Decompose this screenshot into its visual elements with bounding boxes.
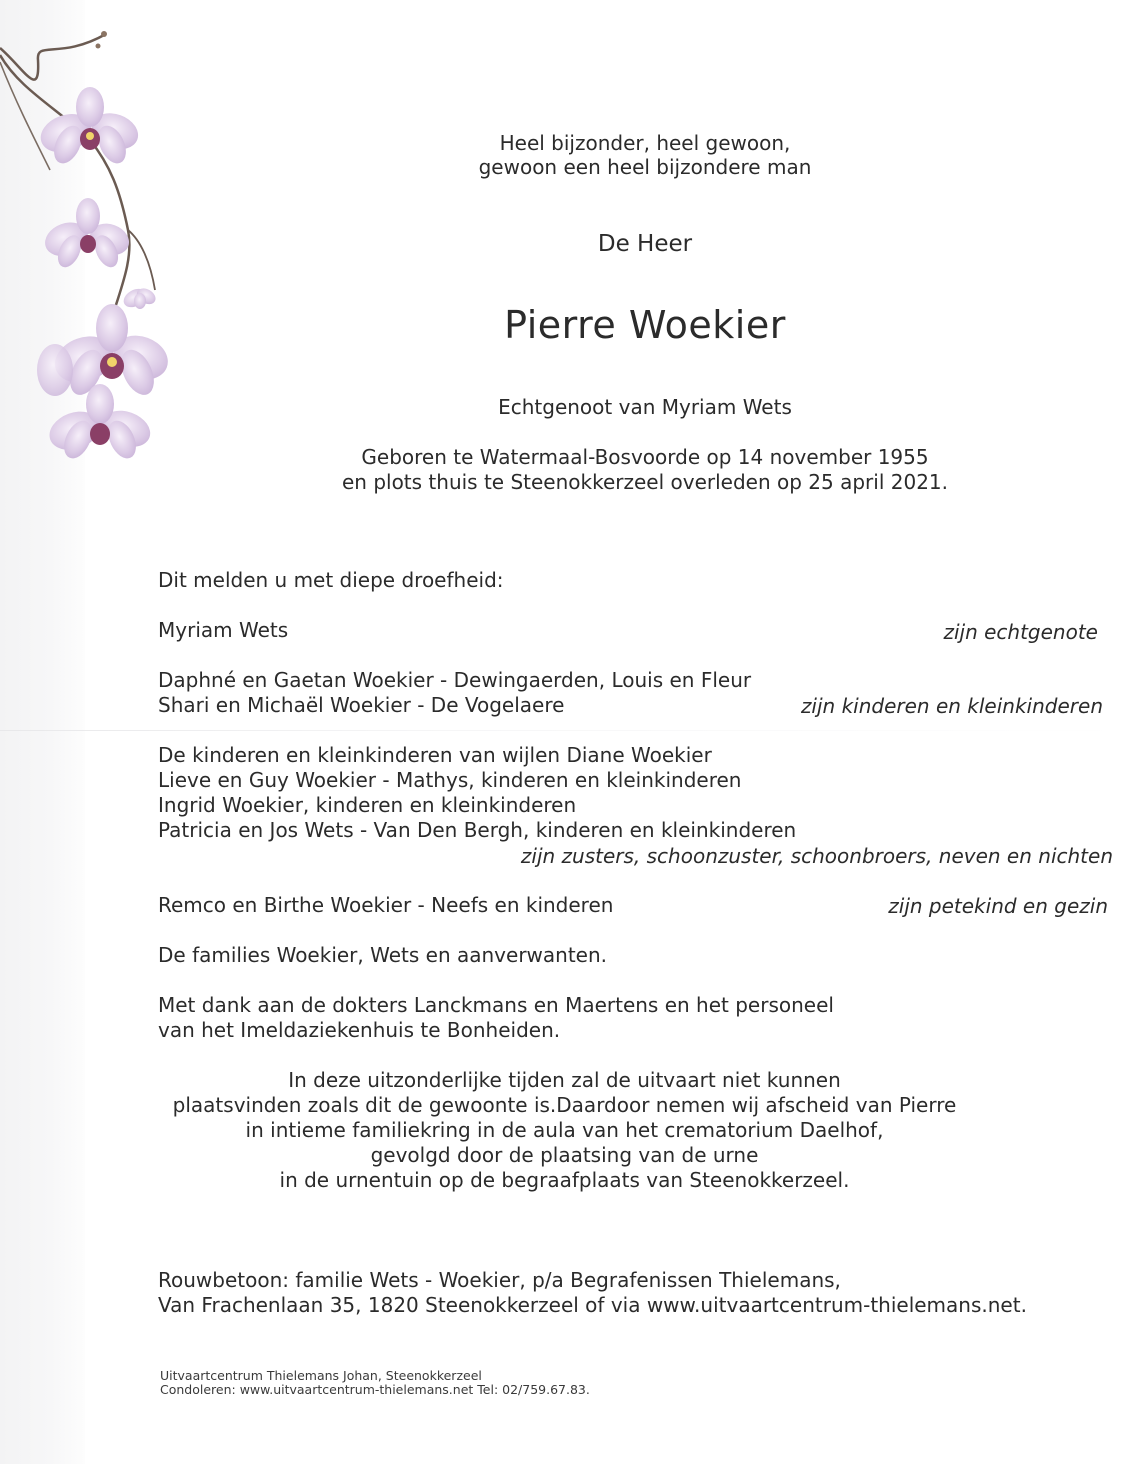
- godchild-role: zijn petekind en gezin: [888, 894, 1108, 918]
- condolence-line-2: Van Frachenlaan 35, 1820 Steenokkerzeel of via www.uitvaartcentrum-thielemans.net.: [158, 1293, 1027, 1317]
- footer-line-2: Condoleren: www.uitvaartcentrum-thielemans.net Tel: 02/759.67.83.: [160, 1382, 590, 1397]
- siblings-line-4: Patricia en Jos Wets - Van Den Bergh, kinderen en kleinkinderen: [158, 818, 797, 842]
- families-line: De families Woekier, Wets en aanverwanten.: [158, 943, 608, 967]
- fold-line: [0, 730, 1129, 731]
- ceremony-line-3: in intieme familiekring in de aula van het crematorium Daelhof,: [245, 1118, 884, 1142]
- ceremony-line-4: gevolgd door de plaatsing van de urne: [370, 1143, 759, 1167]
- ceremony-line-5: in de urnentuin op de begraafplaats van Steenokkerzeel.: [279, 1168, 850, 1192]
- children-line-2: Shari en Michaël Woekier - De Vogelaere: [158, 693, 565, 717]
- children-role: zijn kinderen en kleinkinderen: [800, 694, 1103, 718]
- honorific: De Heer: [597, 231, 693, 257]
- motto-line-1: Heel bijzonder, heel gewoon,: [499, 131, 791, 155]
- godchild-line: Remco en Birthe Woekier - Neefs en kinderen: [158, 893, 614, 917]
- siblings-line-2: Lieve en Guy Woekier - Mathys, kinderen en kleinkinderen: [158, 768, 742, 792]
- siblings-line-3: Ingrid Woekier, kinderen en kleinkinderen: [158, 793, 577, 817]
- deceased-name: Pierre Woekier: [504, 303, 786, 347]
- wife-name: Myriam Wets: [158, 618, 289, 642]
- thanks-line-2: van het Imeldaziekenhuis te Bonheiden.: [158, 1018, 561, 1042]
- spouse-line: Echtgenoot van Myriam Wets: [498, 395, 792, 419]
- siblings-role: zijn zusters, schoonzuster, schoonbroers, neven en nichten: [520, 844, 1113, 868]
- motto-line-2: gewoon een heel bijzondere man: [478, 155, 812, 179]
- birth-line: Geboren te Watermaal-Bosvoorde op 14 november 1955: [361, 445, 929, 469]
- siblings-line-1: De kinderen en kleinkinderen van wijlen Diane Woekier: [158, 743, 712, 767]
- ceremony-line-2: plaatsvinden zoals dit de gewoonte is.Daardoor nemen wij afscheid van Pierre: [172, 1093, 957, 1117]
- thanks-line-1: Met dank aan de dokters Lanckmans en Maertens en het personeel: [158, 993, 834, 1017]
- children-line-1: Daphné en Gaetan Woekier - Dewingaerden, Louis en Fleur: [158, 668, 752, 692]
- ceremony-line-1: In deze uitzonderlijke tijden zal de uitvaart niet kunnen: [288, 1068, 841, 1092]
- announce-line: Dit melden u met diepe droefheid:: [158, 568, 504, 592]
- condolence-line-1: Rouwbetoon: familie Wets - Woekier, p/a Begrafenissen Thielemans,: [158, 1268, 841, 1292]
- death-line: en plots thuis te Steenokkerzeel overleden op 25 april 2021.: [341, 470, 949, 494]
- footer-line-1: Uitvaartcentrum Thielemans Johan, Steenokkerzeel: [160, 1368, 482, 1383]
- wife-role: zijn echtgenote: [943, 620, 1098, 644]
